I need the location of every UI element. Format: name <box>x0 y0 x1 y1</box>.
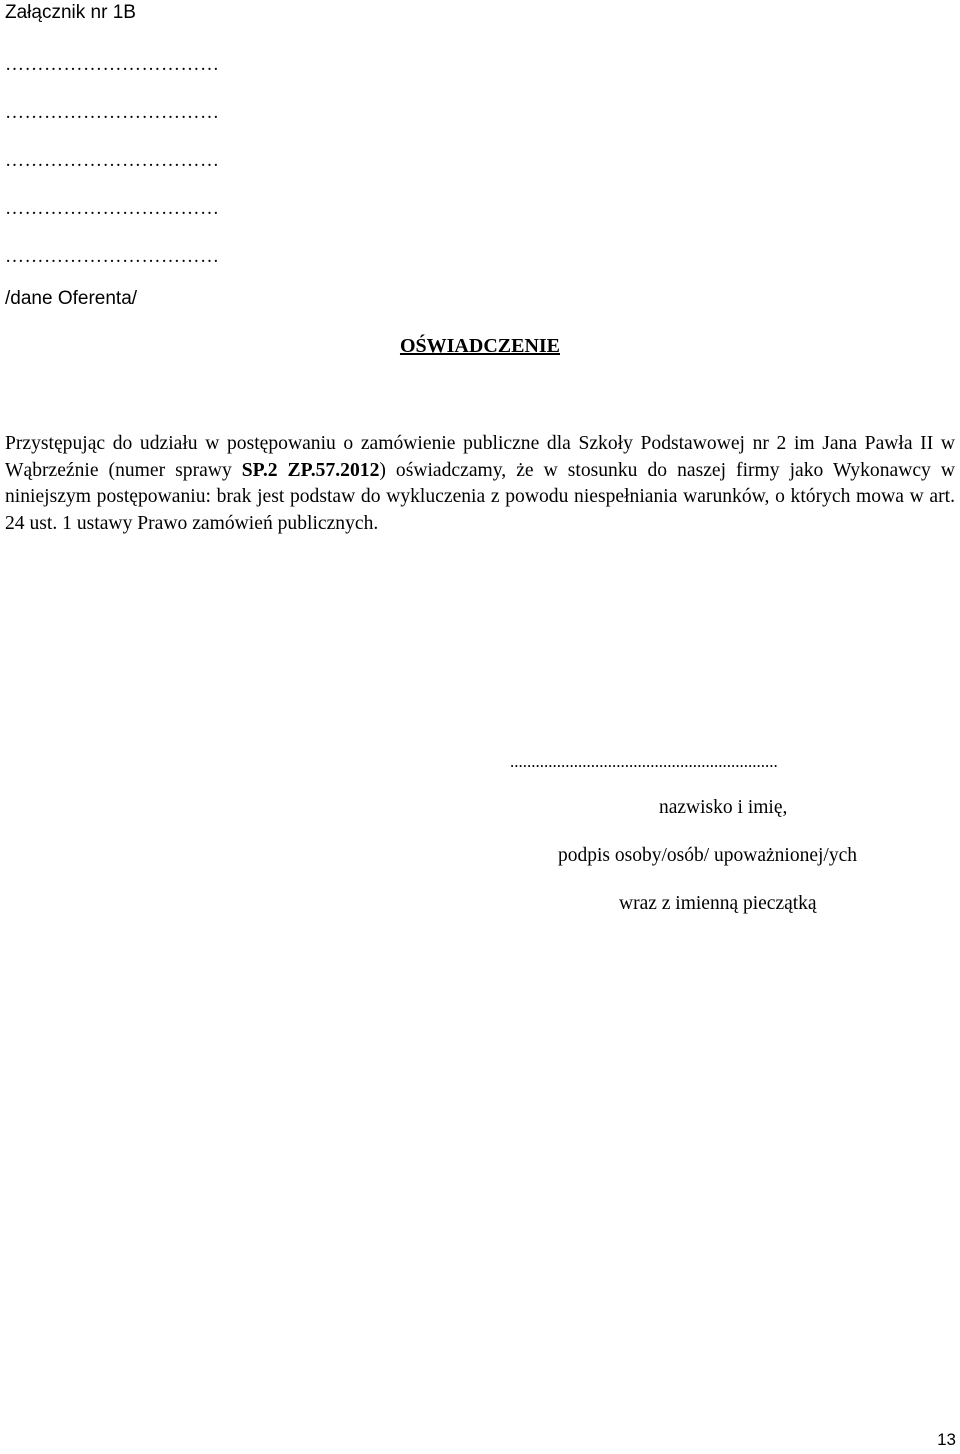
bidder-data-label: /dane Oferenta/ <box>5 288 138 309</box>
signature-name-label: nazwisko i imię, <box>659 797 788 818</box>
statement-part-1: Przystępując do udziału w postępowaniu o zamówienie publiczne dla Szkoły Podstawowej nr 2 im Jana Pawła II w Wąbrzeźnie (numer sprawy <box>5 433 955 481</box>
dotted-line-3: …………………………… <box>5 150 220 171</box>
statement-paragraph <box>5 431 955 537</box>
dotted-line-2: …………………………… <box>5 102 220 123</box>
dotted-line-5: …………………………… <box>5 246 220 267</box>
signature-signer-label: podpis osoby/osób/ upoważnionej/ych <box>558 845 857 866</box>
dotted-line-1: …………………………… <box>5 54 220 75</box>
case-number: SP.2 ZP.57.2012 <box>241 459 380 481</box>
document-title: OŚWIADCZENIE <box>399 335 561 357</box>
annex-label: Załącznik nr 1B <box>5 2 136 23</box>
statement-part-2: ) oświadczamy, że w stosunku do naszej firmy jako Wykonawcy w niniejszym postępowaniu: brak jest podstaw do wykluczenia z powodu niespełniania warunków, o których mowa w art. 24 ust. 1 ustawy Prawo zamówień publicznych. <box>5 459 956 534</box>
dotted-line-4: …………………………… <box>5 198 220 219</box>
signature-dots: ............................................................... <box>510 752 778 771</box>
page-number: 13 <box>937 1430 956 1449</box>
signature-stamp-label: wraz z imienną pieczątką <box>619 893 817 914</box>
